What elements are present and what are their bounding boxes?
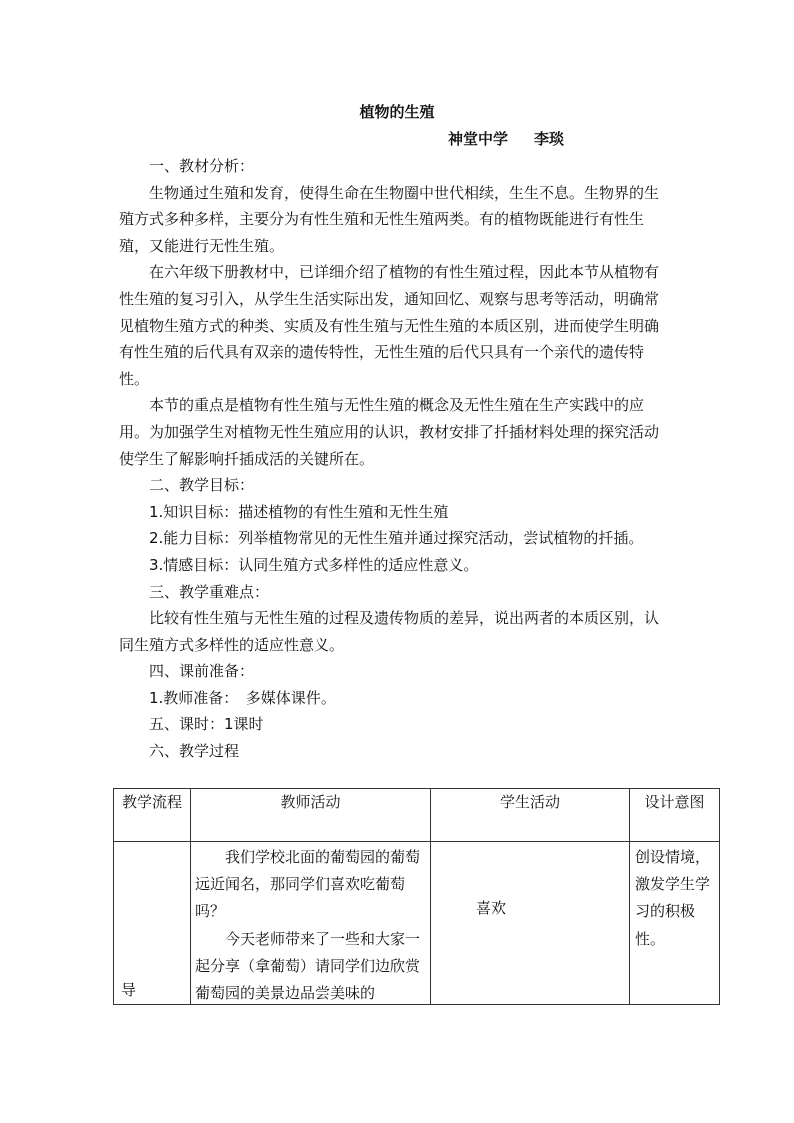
teacher-activity-cell xyxy=(191,842,431,1005)
section-heading: 三、教学重难点： xyxy=(149,582,270,601)
stage-cell xyxy=(114,842,191,1005)
teacher-activity-text: 我们学校北面的葡萄园的葡萄远近闻名，那同学们喜欢吃葡萄吗？ xyxy=(195,848,421,921)
teacher-activity-text: 今天老师带来了一些和大家一起分享（拿葡萄）请同学们边欣赏葡萄园的美景边品尝美味的 xyxy=(195,929,421,1003)
paragraph: 在六年级下册教材中，已详细介绍了植物的有性生殖过程，因此本节从植物有性生殖的复习引入，从学生生活实际出发，通知回忆、观察与思考等活动，明确常见植物生殖方式的种类、实质及有性生殖与无性生殖的本质区别，进而使学生明确有性生殖的后代具有双亲的遗传特性，无性生殖的后代只具有一个亲代的遗传特性。 xyxy=(119,263,660,388)
table-row xyxy=(114,842,720,1005)
school-name: 神堂中学 xyxy=(448,130,509,148)
table-header-row xyxy=(114,789,720,842)
paragraph: 本节的重点是植物有性生殖与无性生殖的概念及无性生殖在生产实践中的应用。为加强学生对植物无性生殖应用的认识，教材安排了扦插材料处理的探究活动使学生了解影响扦插成活的关键所在。 xyxy=(119,396,660,468)
student-activity-cell xyxy=(431,842,630,1005)
design-intent-cell xyxy=(630,842,720,1005)
table-header-cell: 学生活动 xyxy=(431,789,630,842)
list-item: 3.情感目标：认同生殖方式多样性的适应性意义。 xyxy=(149,555,479,574)
list-item: 1.教师准备： 多媒体课件。 xyxy=(149,688,336,707)
teaching-process-table xyxy=(113,788,720,1005)
table-header-cell: 教师活动 xyxy=(191,789,431,842)
table-header-cell: 设计意图 xyxy=(630,789,720,842)
section-heading: 六、教学过程 xyxy=(149,742,240,761)
document-body xyxy=(119,153,664,765)
section-heading: 二、教学目标： xyxy=(149,476,255,495)
paragraph: 生物通过生殖和发育，使得生命在生物圈中世代相续，生生不息。生物界的生殖方式多种多样，主要分为有性生殖和无性生殖两类。有的植物既能进行有性生殖，又能进行无性生殖。 xyxy=(119,183,660,255)
student-activity-text: 喜欢 xyxy=(476,899,507,917)
document-title: 植物的生殖 xyxy=(359,103,435,121)
list-item: 1.知识目标：描述植物的有性生殖和无性生殖 xyxy=(149,502,449,521)
paragraph: 比较有性生殖与无性生殖的过程及遗传物质的差异，说出两者的本质区别，认同生殖方式多样性的适应性意义。 xyxy=(119,609,660,654)
design-intent-text: 创设情境，激发学生学习的积极性。 xyxy=(635,848,711,948)
author-name: 李琰 xyxy=(534,130,565,148)
table-header-cell: 教学流程 xyxy=(114,789,191,842)
section-heading: 四、课前准备： xyxy=(149,662,255,681)
section-heading: 一、教材分析： xyxy=(149,157,255,175)
author-line xyxy=(448,128,564,150)
list-item: 2.能力目标：列举植物常见的无性生殖并通过探究活动，尝试植物的扦插。 xyxy=(149,529,644,548)
section-heading: 五、课时：1课时 xyxy=(149,715,264,734)
stage-label: 导 xyxy=(121,981,137,999)
